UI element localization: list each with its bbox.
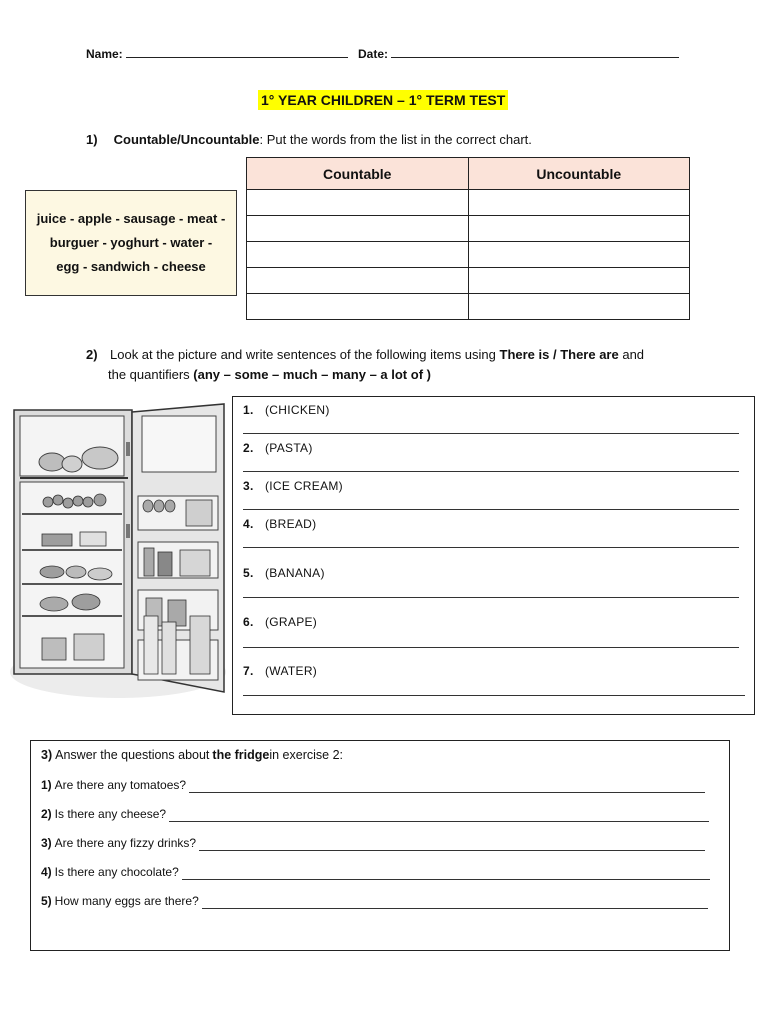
- chart-cell[interactable]: [247, 216, 469, 242]
- chart-cell[interactable]: [247, 242, 469, 268]
- answer-line[interactable]: [243, 471, 739, 472]
- answer-line[interactable]: [243, 509, 739, 510]
- chart-cell[interactable]: [468, 294, 690, 320]
- answer-line[interactable]: [243, 547, 739, 548]
- item-number: 3.: [243, 479, 254, 493]
- table-row: [247, 216, 690, 242]
- item-label: (BANANA): [265, 566, 325, 580]
- item-number: 4.: [243, 517, 254, 531]
- question-number: 4): [41, 865, 52, 879]
- q3-text: Answer the questions about: [55, 748, 210, 762]
- table-row: [247, 190, 690, 216]
- q2-bold: There is / There are: [499, 347, 619, 362]
- item-label: (BREAD): [265, 517, 317, 531]
- q2-item: [243, 664, 317, 678]
- q3-bold: the fridge: [212, 748, 270, 762]
- chart-header-countable: Countable: [247, 158, 469, 190]
- q3-number: 3): [41, 748, 53, 762]
- answer-line[interactable]: [243, 647, 739, 648]
- fridge-illustration: [8, 402, 232, 702]
- q2-item: [243, 615, 317, 629]
- q2-item: [243, 517, 316, 531]
- chart-cell[interactable]: [247, 294, 469, 320]
- q3-question: [41, 864, 710, 880]
- question-text: How many eggs are there?: [54, 894, 199, 908]
- chart-header-uncountable: Uncountable: [468, 158, 690, 190]
- chart-cell[interactable]: [247, 190, 469, 216]
- q1-instruction: [86, 130, 532, 150]
- date-line[interactable]: [391, 46, 679, 58]
- chart-cell[interactable]: [468, 190, 690, 216]
- q3-question: [41, 835, 705, 851]
- q2-text: Look at the picture and write sentences of the following items using: [110, 347, 500, 362]
- date-field[interactable]: [358, 46, 679, 61]
- answer-line[interactable]: [243, 433, 739, 434]
- question-number: 1): [41, 778, 52, 792]
- q3-instruction: [41, 747, 343, 763]
- table-row: [247, 268, 690, 294]
- q1-number: 1): [86, 132, 98, 147]
- q1-bold: Countable/Uncountable: [113, 132, 260, 147]
- word-list-box: [25, 190, 237, 296]
- table-row: [247, 242, 690, 268]
- q3-question: [41, 777, 705, 793]
- q2-quantifiers: (any – some – much – many – a lot of ): [193, 367, 431, 382]
- page-title: 1° YEAR CHILDREN – 1° TERM TEST: [258, 90, 508, 110]
- item-number: 6.: [243, 615, 254, 629]
- item-number: 7.: [243, 664, 254, 678]
- answer-line[interactable]: [243, 597, 739, 598]
- question-number: 3): [41, 836, 52, 850]
- q2-item: [243, 441, 313, 455]
- answer-line[interactable]: [169, 810, 709, 822]
- q3-question: [41, 893, 708, 909]
- question-text: Is there any chocolate?: [54, 865, 179, 879]
- q3-box: [30, 740, 730, 951]
- chart-cell[interactable]: [468, 242, 690, 268]
- answer-line[interactable]: [199, 839, 705, 851]
- answer-line[interactable]: [182, 868, 710, 880]
- chart-cell[interactable]: [468, 268, 690, 294]
- question-number: 2): [41, 807, 52, 821]
- answer-line[interactable]: [189, 781, 705, 793]
- q1-rest: : Put the words from the list in the correct chart.: [259, 132, 532, 147]
- name-line[interactable]: [126, 46, 348, 58]
- date-label: Date:: [358, 47, 389, 61]
- name-label: Name:: [86, 47, 123, 61]
- word-list-line: egg - sandwich - cheese: [56, 259, 206, 274]
- q2-answer-box: [232, 396, 755, 715]
- item-label: (PASTA): [265, 441, 313, 455]
- q2-text: and: [618, 347, 645, 362]
- answer-line[interactable]: [243, 695, 745, 696]
- q2-item: [243, 566, 325, 580]
- countable-chart: [246, 157, 690, 320]
- q2-item: [243, 479, 343, 493]
- item-number: 5.: [243, 566, 254, 580]
- table-row: [247, 294, 690, 320]
- answer-line[interactable]: [202, 897, 708, 909]
- name-field[interactable]: [86, 46, 348, 61]
- item-label: (CHICKEN): [265, 403, 330, 417]
- item-number: 1.: [243, 403, 254, 417]
- q2-number: 2): [86, 347, 98, 362]
- word-list-line: burguer - yoghurt - water -: [49, 235, 213, 250]
- question-text: Are there any tomatoes?: [54, 778, 187, 792]
- q3-question: [41, 806, 709, 822]
- question-number: 5): [41, 894, 52, 908]
- item-number: 2.: [243, 441, 254, 455]
- question-text: Is there any cheese?: [54, 807, 167, 821]
- item-label: (WATER): [265, 664, 318, 678]
- word-list-line: juice - apple - sausage - meat -: [36, 211, 226, 226]
- chart-cell[interactable]: [468, 216, 690, 242]
- q2-instruction: [86, 345, 686, 385]
- question-text: Are there any fizzy drinks?: [54, 836, 197, 850]
- q3-text: in exercise 2:: [269, 748, 344, 762]
- chart-cell[interactable]: [247, 268, 469, 294]
- item-label: (ICE CREAM): [265, 479, 343, 493]
- q2-text: the quantifiers: [108, 367, 194, 382]
- item-label: (GRAPE): [265, 615, 318, 629]
- q2-item: [243, 403, 330, 417]
